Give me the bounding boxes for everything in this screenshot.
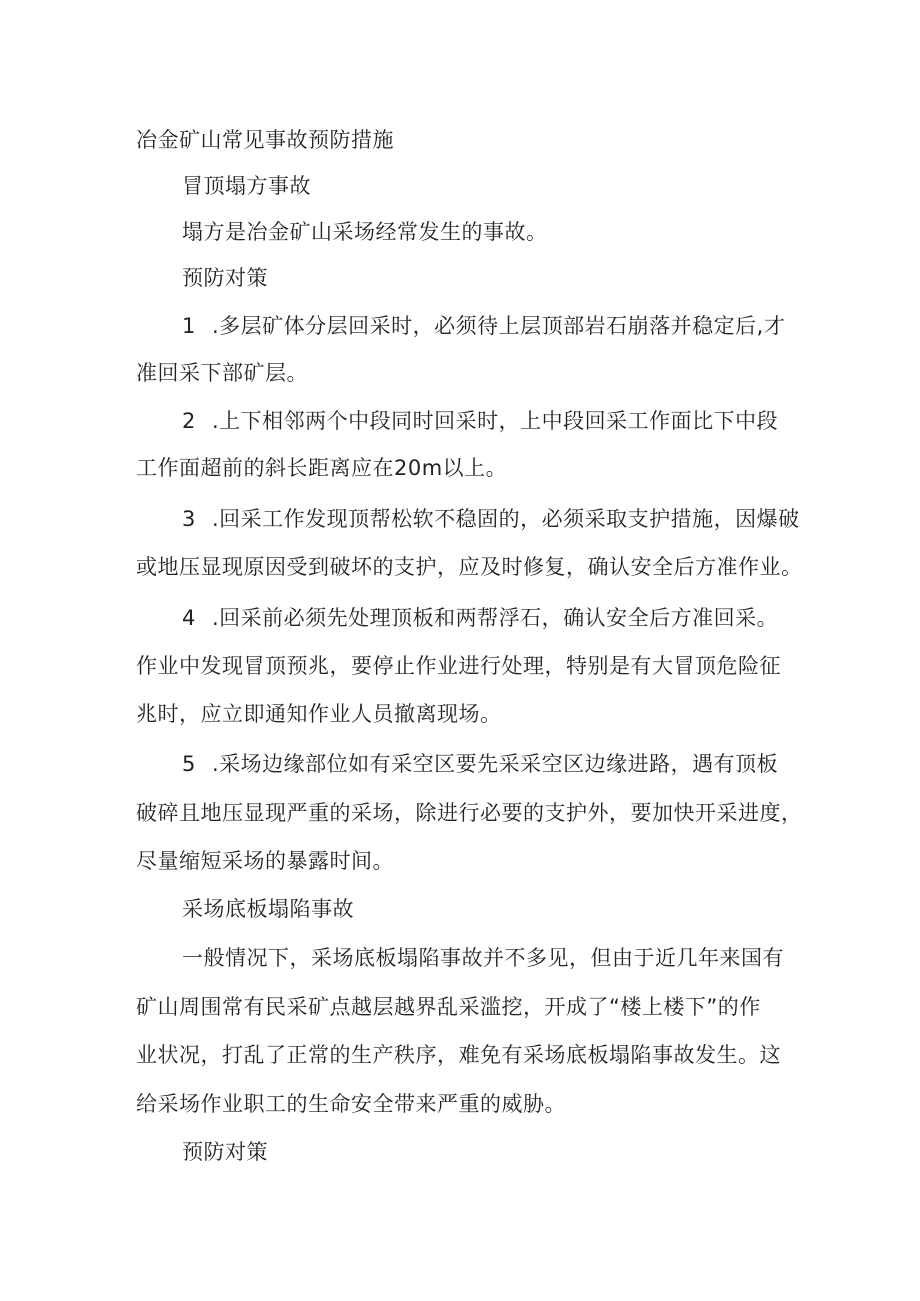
section2-para-line2: 矿山周围常有民采矿点越层越界乱采滥挖，开成了“楼上楼下”的作 <box>136 995 761 1019</box>
section2-para-line4: 给采场作业职工的生命安全带来严重的威胁。 <box>136 1092 566 1116</box>
document-title: 冶金矿山常见事故预防措施 <box>136 128 394 152</box>
measure-item-1 <box>182 312 785 340</box>
item-number: 1 <box>182 314 196 338</box>
item-number: 3 <box>182 507 196 531</box>
section1-intro: 塌方是冶金矿山采场经常发生的事故。 <box>182 220 548 244</box>
item-text: .上下相邻两个中段同时回采时，上中段回采工作面比下中段 <box>212 409 779 433</box>
item-text: .回采工作发现顶帮松软不稳固的，必须采取支护措施，因爆破 <box>212 507 800 531</box>
item-number: 2 <box>182 409 196 433</box>
section1-heading: 冒顶塌方事故 <box>182 174 311 198</box>
measure-item-4 <box>182 604 778 632</box>
measure-item-5-cont2: 尽量缩短采场的暴露时间。 <box>136 849 394 873</box>
measure-item-4-cont1: 作业中发现冒顶预兆，要停止作业进行处理，特别是有大冒顶危险征 <box>136 654 781 678</box>
section1-measures-heading: 预防对策 <box>182 266 268 290</box>
measure-item-1-cont: 准回采下部矿层。 <box>136 361 308 385</box>
item-number: 4 <box>182 606 196 630</box>
measure-item-2-cont: 工作面超前的斜长距离应在20m以上。 <box>136 456 508 480</box>
measure-item-4-cont2: 兆时，应立即通知作业人员撤离现场。 <box>136 702 502 726</box>
measure-item-3-cont: 或地压显现原因受到破坏的支护，应及时修复，确认安全后方准作业。 <box>136 555 803 579</box>
measure-item-3 <box>182 505 800 533</box>
item-text: .采场边缘部位如有采空区要先采采空区边缘进路，遇有顶板 <box>212 752 779 776</box>
measure-item-2 <box>182 407 778 435</box>
item-text: .多层矿体分层回采时，必须待上层顶部岩石崩落并稳定后,才 <box>212 314 786 338</box>
item-text: .回采前必须先处理顶板和两帮浮石，确认安全后方准回采。 <box>212 606 779 630</box>
section2-measures-heading: 预防对策 <box>182 1140 268 1164</box>
section2-para-line1: 一般情况下，采场底板塌陷事故并不多见，但由于近几年来国有 <box>182 946 784 970</box>
measure-item-5-cont1: 破碎且地压显现严重的采场，除进行必要的支护外，要加快开采进度， <box>136 801 803 825</box>
section2-heading: 采场底板塌陷事故 <box>182 897 354 921</box>
section2-para-line3: 业状况，打乱了正常的生产秩序，难免有采场底板塌陷事故发生。这 <box>136 1043 781 1067</box>
measure-item-5 <box>182 750 778 778</box>
item-number: 5 <box>182 752 196 776</box>
